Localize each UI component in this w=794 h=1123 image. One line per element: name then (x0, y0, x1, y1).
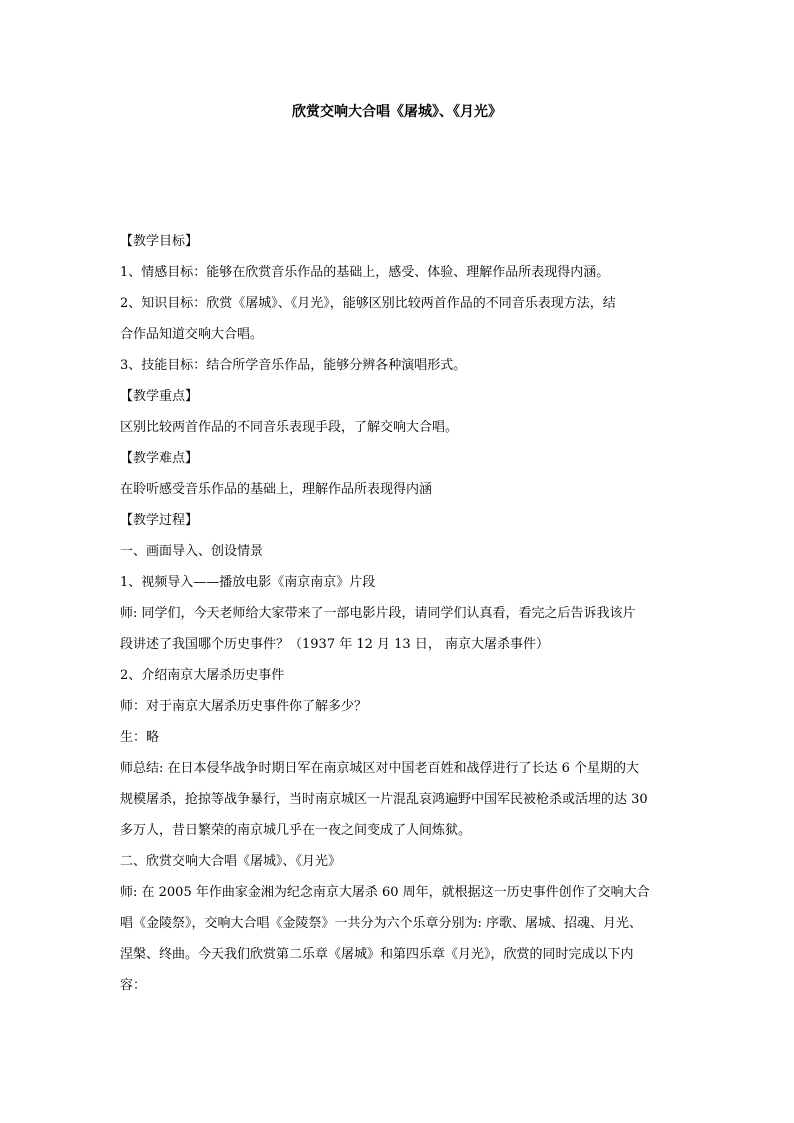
text-line: 合作品知道交响大合唱。 (120, 327, 264, 342)
text-line: 生：略 (120, 730, 160, 745)
document-body (120, 226, 680, 1001)
text-line: 师总结: 在日本侵华战争时期日军在南京城区对中国老百姓和战俘进行了长达 6 个星期的大 (120, 761, 640, 776)
text-line: 唱《金陵祭》，交响大合唱《金陵祭》一共分为六个乐章分别为: 序歌、屠城、招魂、月光、 (120, 916, 643, 931)
text-line: 师：对于南京大屠杀历史事件你了解多少？ (120, 699, 368, 714)
text-line: 涅槃、终曲。今天我们欣赏第二乐章《屠城》和第四乐章《月光》，欣赏的同时完成以下内 (120, 947, 634, 962)
text-line: 2、知识目标：欣赏《屠城》、《月光》，能够区别比较两首作品的不同音乐表现方法，结 (120, 296, 616, 311)
text-line: 1、视频导入——播放电影《南京南京》片段 (120, 575, 376, 590)
text-line: 段讲述了我国哪个历史事件？（1937 年 12 月 13 日， 南京大屠杀事件） (120, 637, 549, 652)
text-line: 二、欣赏交响大合唱《屠城》、《月光》 (120, 854, 342, 869)
text-line: 2、介绍南京大屠杀历史事件 (120, 668, 285, 683)
text-line: 师: 同学们，今天老师给大家带来了一部电影片段，请同学们认真看，看完之后告诉我该片 (120, 606, 636, 621)
text-line: 规模屠杀，抢掠等战争暴行，当时南京城区一片混乱哀鸿遍野中国军民被枪杀或活埋的达 30 (120, 792, 648, 807)
text-line: 多万人，昔日繁荣的南京城几乎在一夜之间变成了人间炼狱。 (120, 823, 472, 838)
text-line: 一、画面导入、创设情景 (120, 544, 264, 559)
text-line: 在聆听感受音乐作品的基础上，理解作品所表现得内涵 (120, 482, 433, 497)
text-line: 1、情感目标：能够在欣赏音乐作品的基础上，感受、体验、理解作品所表现得内涵。 (120, 265, 610, 280)
text-line: 容： (120, 978, 147, 993)
section-heading-key-points: 【教学重点】 (120, 389, 199, 404)
text-line: 3、技能目标：结合所学音乐作品，能够分辨各种演唱形式。 (120, 358, 467, 373)
document-title: 欣赏交响大合唱《屠城》、《月光》 (292, 104, 502, 120)
text-line: 师: 在 2005 年作曲家金湘为纪念南京大屠杀 60 周年，就根据这一历史事件创作了交响大合 (120, 885, 650, 900)
section-heading-difficulties: 【教学难点】 (120, 451, 199, 466)
text-line: 区别比较两首作品的不同音乐表现手段，了解交响大合唱。 (120, 420, 459, 435)
section-heading-process: 【教学过程】 (120, 513, 199, 528)
section-heading-objectives: 【教学目标】 (120, 234, 199, 249)
